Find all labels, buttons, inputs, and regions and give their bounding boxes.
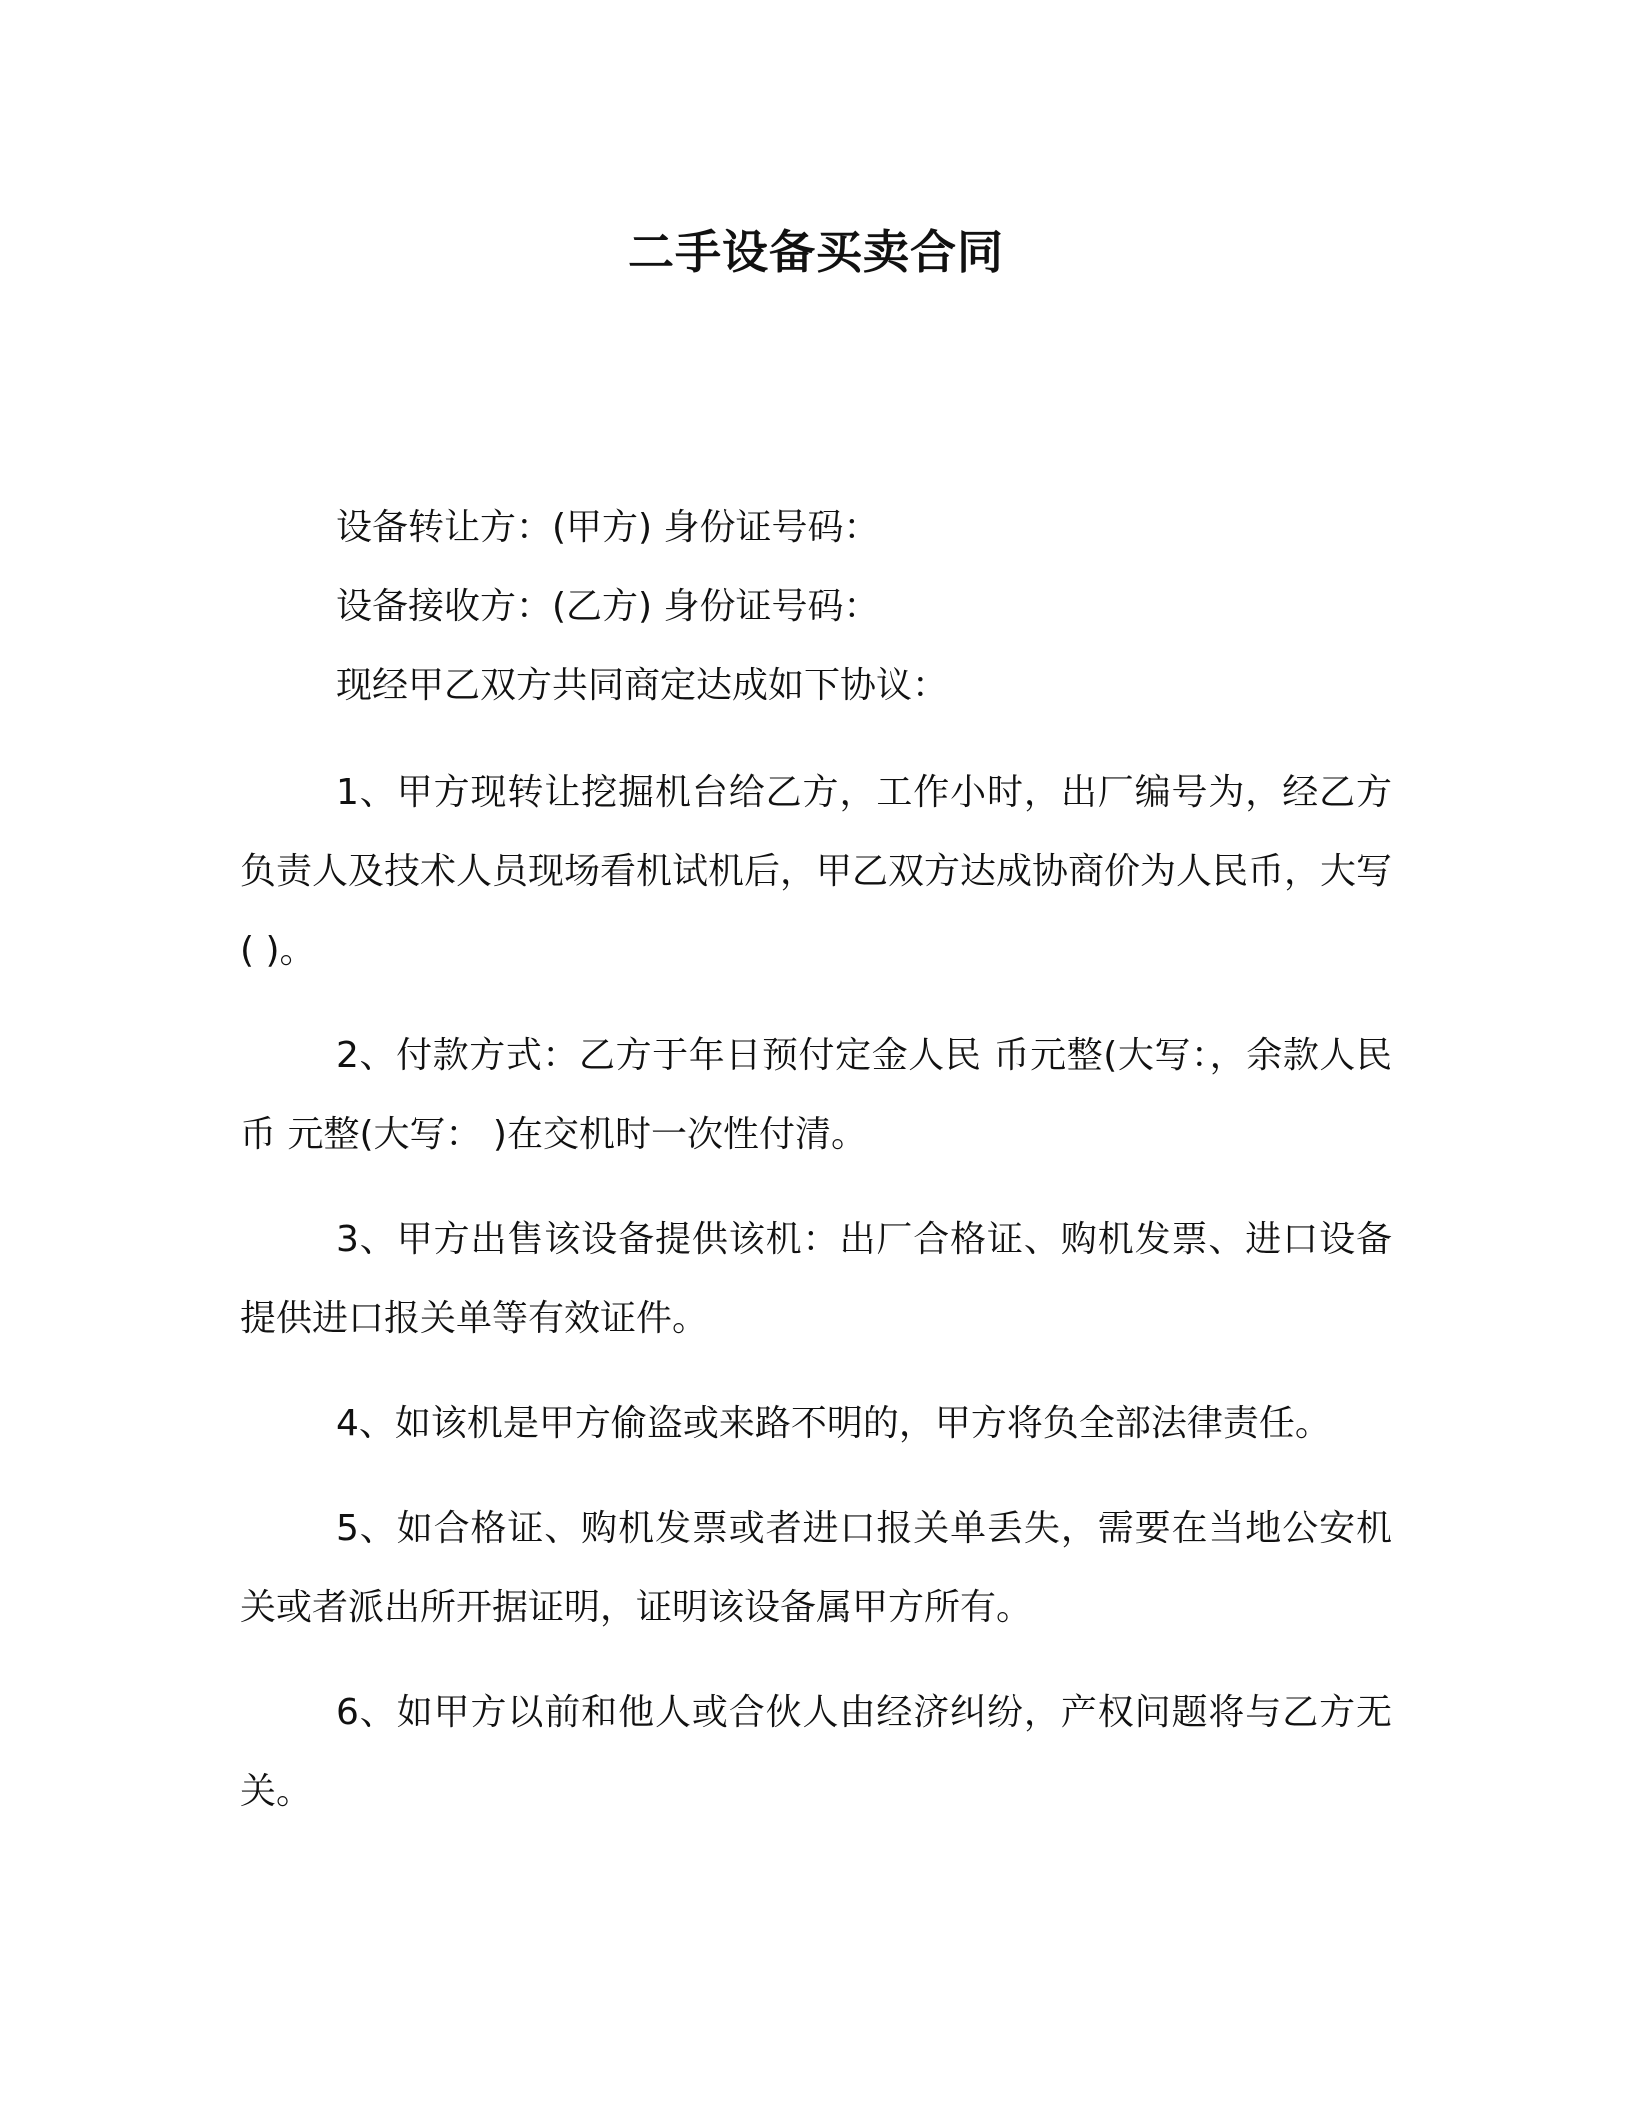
paragraph-clause-2: 2、付款方式：乙方于年日预付定金人民 币元整(大写：，余款人民 币 元整(大写： )在交机时一次性付清。 xyxy=(240,1035,1392,1155)
paragraph-agreement-intro: 现经甲乙双方共同商定达成如下协议： xyxy=(336,665,949,706)
paragraph-receiver: 设备接收方：(乙方) 身份证号码： xyxy=(336,586,880,627)
paragraph-clause-5: 5、如合格证、购机发票或者进口报关单丢失，需要在当地公安机关或者派出所开据证明，证明该设备属甲方所有。 xyxy=(240,1508,1392,1628)
paragraph-clause-3: 3、甲方出售该设备提供该机：出厂合格证、购机发票、进口设备提供进口报关单等有效证件。 xyxy=(240,1219,1392,1339)
paragraph-clause-6: 6、如甲方以前和他人或合伙人由经济纠纷，产权问题将与乙方无关。 xyxy=(240,1692,1392,1812)
paragraph-transferor: 设备转让方：(甲方) 身份证号码： xyxy=(336,507,880,548)
paragraph-clause-4: 4、如该机是甲方偷盗或来路不明的，甲方将负全部法律责任。 xyxy=(336,1403,1331,1444)
document-body xyxy=(240,488,1392,1831)
document-title: 二手设备买卖合同 xyxy=(628,225,1004,279)
paragraph-clause-1: 1、甲方现转让挖掘机台给乙方，工作小时，出厂编号为，经乙方负责人及技术人员现场看机试机后，甲乙双方达成协商价为人民币，大写( )。 xyxy=(240,772,1393,971)
